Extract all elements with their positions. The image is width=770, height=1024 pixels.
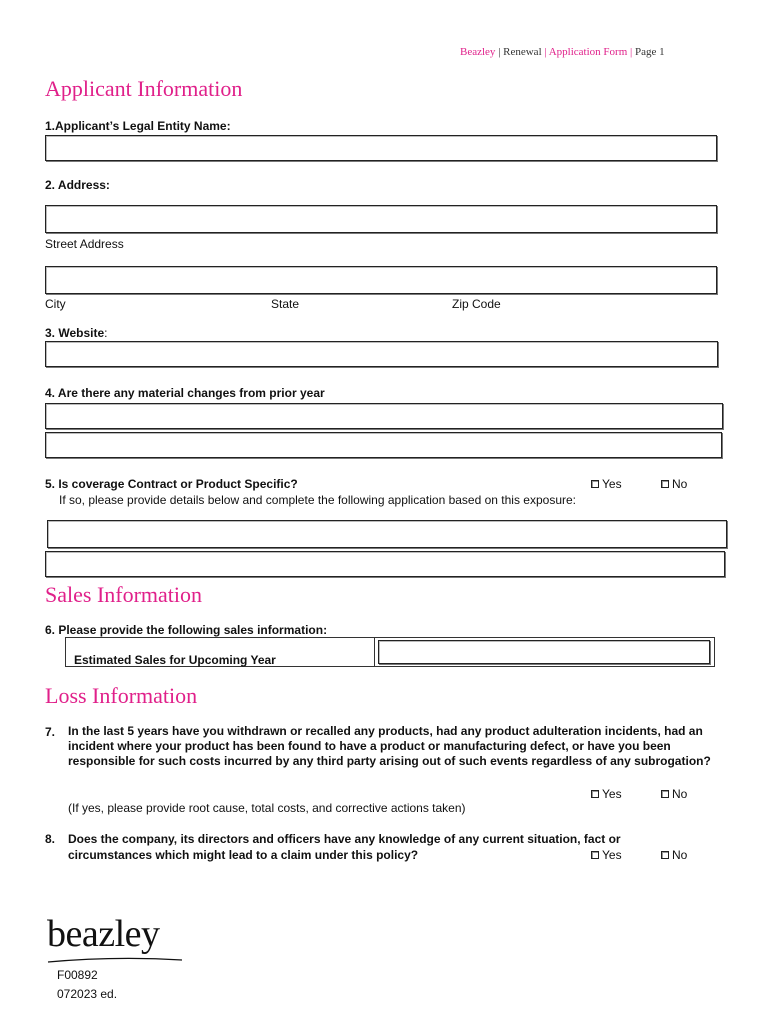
q7-yes-checkbox[interactable] [591, 790, 599, 798]
beazley-logo: beazley [47, 913, 160, 955]
section-applicant-information: Applicant Information [45, 76, 243, 101]
q5-yes-option[interactable]: Yes [591, 477, 622, 491]
form-edition: 072023 ed. [57, 987, 118, 1001]
contract-details-field-1[interactable] [47, 520, 727, 548]
q7-note: (If yes, please provide root cause, total costs, and corrective actions taken) [68, 801, 466, 815]
state-label: State [271, 297, 300, 311]
contract-details-field-2[interactable] [45, 551, 725, 577]
city-state-zip-field[interactable] [45, 266, 717, 294]
estimated-sales-label: Estimated Sales for Upcoming Year [74, 653, 276, 667]
q8-question-line2: circumstances which might lead to a claim under this policy? [68, 848, 419, 862]
q1-label: 1.Applicant’s Legal Entity Name: [45, 119, 231, 133]
q5-yes-checkbox[interactable] [591, 480, 599, 488]
q8-question-line1: Does the company, its directors and officers have any knowledge of any current situation, fact or [68, 832, 621, 846]
section-loss-information: Loss Information [45, 683, 198, 708]
form-code: F00892 [57, 968, 98, 982]
q8-yes-option[interactable]: Yes [591, 848, 622, 862]
q7-number: 7. [45, 725, 56, 739]
header-form: Application Form [548, 46, 628, 58]
page-header: Beazley | Renewal | Application Form | Page 1 [460, 46, 665, 58]
street-address-label: Street Address [45, 237, 124, 251]
q5-no-option[interactable]: No [661, 477, 687, 491]
estimated-sales-field[interactable] [378, 640, 710, 664]
header-brand: Beazley [460, 46, 496, 58]
material-changes-field-2[interactable] [45, 432, 722, 458]
q8-no-option[interactable]: No [661, 848, 687, 862]
zip-code-label: Zip Code [452, 297, 501, 311]
section-sales-information: Sales Information [45, 582, 203, 607]
q7-no-checkbox[interactable] [661, 790, 669, 798]
city-label: City [45, 297, 66, 311]
header-doc: Renewal [503, 46, 542, 58]
q2-label: 2. Address: [45, 178, 110, 192]
q6-label: 6. Please provide the following sales information: [45, 623, 328, 637]
q7-question: In the last 5 years have you withdrawn or recalled any products, had any product adulteration incidents, had an incident where your product has been found to have a product or manufacturing defect, or have you been responsible for such costs incurred by any third party arising out of such events regardless of any subrogation? [68, 724, 711, 768]
q7-yes-option[interactable]: Yes [591, 787, 622, 801]
material-changes-field-1[interactable] [45, 403, 723, 429]
estimated-sales-divider [374, 638, 375, 666]
website-field[interactable] [45, 341, 718, 367]
q5-note: If so, please provide details below and complete the following application based on this exposure: [59, 493, 576, 507]
header-page: Page 1 [634, 46, 665, 58]
logo-underline-swoosh [46, 953, 186, 965]
q3-label: 3. Website: [45, 326, 108, 340]
q8-number: 8. [45, 832, 56, 846]
q5-label: 5. Is coverage Contract or Product Specific? [45, 477, 298, 491]
q8-yes-checkbox[interactable] [591, 851, 599, 859]
legal-entity-name-field[interactable] [45, 135, 717, 161]
q7-no-option[interactable]: No [661, 787, 687, 801]
estimated-sales-row [65, 637, 715, 667]
street-address-field[interactable] [45, 205, 717, 233]
q8-no-checkbox[interactable] [661, 851, 669, 859]
q4-label: 4. Are there any material changes from prior year [45, 386, 325, 400]
q5-no-checkbox[interactable] [661, 480, 669, 488]
